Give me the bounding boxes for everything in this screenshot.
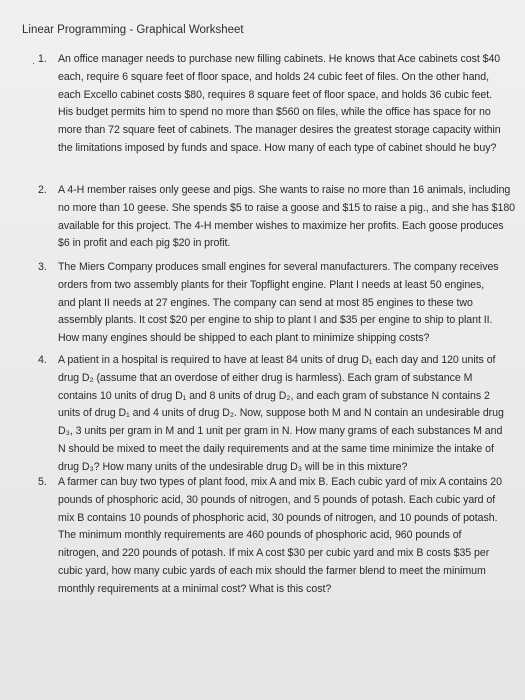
- problem-text: [56, 259, 499, 348]
- bullet-mark: ·: [32, 58, 35, 68]
- text-line: the limitations imposed by funds and space. How many of each type of cabinet should he buy?: [58, 141, 497, 154]
- text-line: cubic yard, how many cubic yards of each mix should the farmer blend to meet the minimum: [58, 564, 486, 577]
- text-line: His budget permits him to spend no more than $560 on files, while the office has space for no: [58, 106, 491, 119]
- text-line: The minimum monthly requirements are 460 pounds of phosphoric acid, 960 pounds of: [58, 529, 462, 542]
- problem-4: [38, 352, 504, 477]
- text-line: and plant II needs at 27 engines. The company can send at most 85 engines to these two: [58, 296, 473, 309]
- text-line: no more than 10 geese. She spends $5 to raise a goose and $15 to raise a pig., and she has $180: [58, 201, 516, 214]
- text-line: D₃, 3 units per gram in M and 1 unit per gram in N. How many grams of each substances M and: [58, 425, 503, 438]
- text-line: drug D₃? How many units of the undesirable drug D₃ will be in this mixture?: [58, 460, 408, 473]
- problem-number: 3.: [38, 261, 47, 273]
- problem-2: [38, 182, 516, 253]
- problem-number: 4.: [38, 354, 47, 366]
- text-line: more than 72 square feet of cabinets. The manager desires the greatest storage capacity within: [58, 124, 501, 137]
- problem-number: 5.: [38, 476, 47, 488]
- text-line: each, require 6 square feet of floor space, and holds 24 cubic feet of files. On the other hand,: [58, 70, 489, 83]
- text-line: pounds of phosphoric acid, 30 pounds of nitrogen, and 5 pounds of potash. Each cubic yard of: [58, 493, 496, 506]
- text-line: A patient in a hospital is required to have at least 84 units of drug D₁ each day and 120 units of: [58, 354, 496, 366]
- text-line: contains 10 units of drug D₁ and 8 units of drug D₂, and each gram of substance N contains 2: [58, 389, 490, 402]
- text-line: orders from two assembly plants for their Topflight engine. Plant I needs at least 50 engines,: [58, 278, 485, 291]
- text-line: mix B contains 10 pounds of phosphoric acid, 30 pounds of nitrogen, and 10 pounds of potash.: [58, 511, 498, 524]
- text-line: drug D₂ (assume that an overdose of either drug is harmless). Each gram of substance M: [58, 371, 473, 384]
- text-line: monthly requirements at a minimal cost? What is this cost?: [58, 582, 332, 595]
- text-line: N should be mixed to meet the daily requirements and at the same time minimize the intake of: [58, 442, 494, 455]
- problem-text: [56, 474, 502, 599]
- text-line: An office manager needs to purchase new filling cabinets. He knows that Ace cabinets cost $40: [58, 53, 501, 65]
- text-line: A farmer can buy two types of plant food, mix A and mix B. Each cubic yard of mix A contains 20: [58, 476, 502, 488]
- problem-number: 1.: [38, 53, 47, 65]
- text-line: The Miers Company produces small engines for several manufacturers. The company receives: [58, 261, 499, 273]
- problem-number: 2.: [38, 184, 47, 196]
- text-line: assembly plants. It cost $20 per engine to ship to plant I and $35 per engine to ship to plant II.: [58, 314, 493, 327]
- text-line: available for this project. The 4-H member wishes to maximize her profits. Each goose produces: [58, 219, 504, 232]
- text-line: nitrogen, and 220 pounds of potash. If mix A cost $30 per cubic yard and mix B costs $35 per: [58, 547, 490, 560]
- problem-text: [56, 51, 501, 158]
- problem-text: [56, 352, 504, 477]
- text-line: each Excello cabinet costs $80, requires 8 square feet of floor space, and holds 36 cubic feet.: [58, 88, 492, 101]
- problem-5: [38, 474, 502, 599]
- text-line: How many engines should be shipped to each plant to minimize shipping costs?: [58, 332, 430, 345]
- problem-1: [38, 51, 501, 158]
- problem-text: [56, 182, 515, 253]
- text-line: A 4-H member raises only geese and pigs. She wants to raise no more than 16 animals, including: [58, 184, 511, 196]
- text-line: $6 in profit and each pig $20 in profit.: [58, 237, 231, 250]
- page-title: Linear Programming - Graphical Worksheet: [22, 24, 244, 36]
- problem-3: [38, 259, 499, 348]
- text-line: units of drug D₁ and 4 units of drug D₂. Now, suppose both M and N contain an undesirable drug: [58, 407, 504, 420]
